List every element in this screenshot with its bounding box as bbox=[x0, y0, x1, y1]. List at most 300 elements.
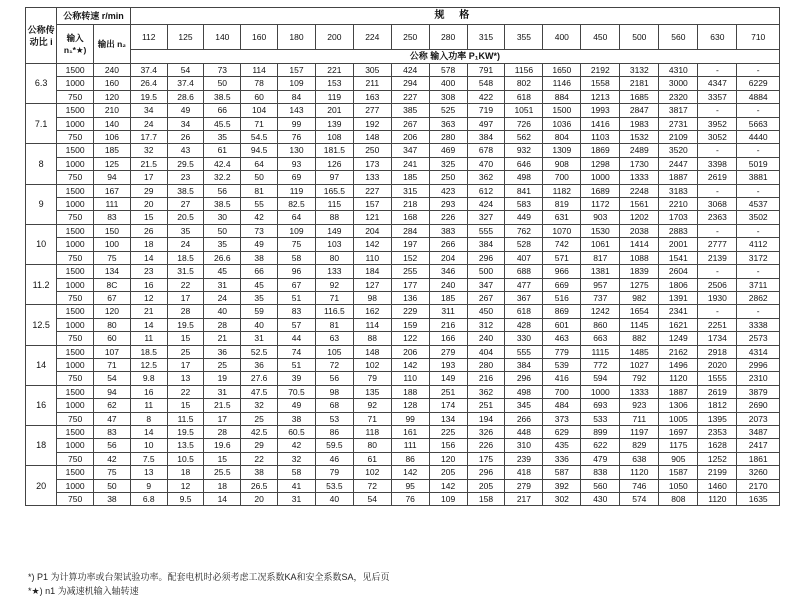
power-cell: 157 bbox=[353, 198, 391, 211]
power-cell: 29.5 bbox=[167, 157, 204, 170]
power-cell: 539 bbox=[543, 358, 581, 371]
power-cell: 17 bbox=[130, 171, 167, 184]
power-cell: 884 bbox=[543, 90, 581, 103]
power-cell: 47.5 bbox=[241, 385, 278, 398]
power-cell: 899 bbox=[581, 425, 620, 438]
power-cell: 325 bbox=[429, 157, 467, 170]
output-speed-cell: 125 bbox=[94, 157, 131, 170]
power-cell: 68 bbox=[315, 399, 353, 412]
power-cell: 1806 bbox=[659, 278, 698, 291]
power-cell: 40 bbox=[204, 305, 241, 318]
power-cell: 76 bbox=[278, 131, 316, 144]
power-cell: 193 bbox=[429, 358, 467, 371]
power-cell: 2353 bbox=[698, 425, 737, 438]
size-header: 630 bbox=[698, 25, 737, 50]
power-cell: 3881 bbox=[737, 171, 780, 184]
power-cell: 23 bbox=[167, 171, 204, 184]
power-cell: 18 bbox=[167, 466, 204, 479]
power-cell: 1103 bbox=[581, 131, 620, 144]
power-cell: 162 bbox=[353, 305, 391, 318]
speed-column-header: 公称转速 r/min bbox=[57, 8, 131, 25]
power-cell: 829 bbox=[620, 439, 659, 452]
power-cell: 58 bbox=[278, 251, 316, 264]
power-cell: 2073 bbox=[737, 412, 780, 425]
power-cell: 14 bbox=[204, 493, 241, 506]
power-cell: 42.5 bbox=[241, 425, 278, 438]
power-cell: - bbox=[737, 265, 780, 278]
power-cell: 142 bbox=[429, 479, 467, 492]
power-cell: 3817 bbox=[659, 104, 698, 117]
power-cell: 35 bbox=[204, 238, 241, 251]
power-cell: 94.5 bbox=[241, 144, 278, 157]
output-speed-cell: 167 bbox=[94, 184, 131, 197]
power-cell: 418 bbox=[505, 466, 543, 479]
power-cell: 24 bbox=[167, 238, 204, 251]
power-cell: 2731 bbox=[659, 117, 698, 130]
input-speed-cell: 1000 bbox=[57, 198, 94, 211]
power-cell: 11.5 bbox=[167, 412, 204, 425]
power-cell: 18.5 bbox=[167, 251, 204, 264]
power-cell: 762 bbox=[505, 224, 543, 237]
power-cell: 819 bbox=[543, 198, 581, 211]
power-cell: 1869 bbox=[581, 144, 620, 157]
power-cell: 241 bbox=[391, 157, 429, 170]
power-cell: 2109 bbox=[659, 131, 698, 144]
power-cell: 2506 bbox=[698, 278, 737, 291]
power-cell: 1115 bbox=[581, 345, 620, 358]
power-cell: 1697 bbox=[659, 425, 698, 438]
power-cell: 58 bbox=[278, 466, 316, 479]
power-cell: - bbox=[698, 144, 737, 157]
power-cell: 21 bbox=[130, 305, 167, 318]
output-speed-cell: 83 bbox=[94, 211, 131, 224]
input-speed-cell: 750 bbox=[57, 412, 94, 425]
power-cell: 21.5 bbox=[204, 399, 241, 412]
power-cell: 149 bbox=[315, 224, 353, 237]
power-cell: 133 bbox=[315, 265, 353, 278]
power-cell: 14 bbox=[130, 251, 167, 264]
power-cell: 156 bbox=[429, 439, 467, 452]
power-cell: 1414 bbox=[620, 238, 659, 251]
power-cell: 128 bbox=[391, 399, 429, 412]
power-cell: 428 bbox=[505, 318, 543, 331]
power-cell: 161 bbox=[391, 425, 429, 438]
power-cell: 1587 bbox=[659, 466, 698, 479]
power-cell: 571 bbox=[543, 251, 581, 264]
power-cell: 19.5 bbox=[167, 318, 204, 331]
power-cell: 54.5 bbox=[241, 131, 278, 144]
power-cell: 28 bbox=[167, 305, 204, 318]
power-cell: 79 bbox=[353, 372, 391, 385]
power-cell: 105 bbox=[315, 345, 353, 358]
power-cell: 302 bbox=[543, 493, 581, 506]
power-cell: 216 bbox=[429, 318, 467, 331]
power-cell: 14 bbox=[130, 318, 167, 331]
table-row bbox=[26, 238, 780, 251]
input-speed-cell: 1500 bbox=[57, 265, 94, 278]
table-row bbox=[26, 90, 780, 103]
power-cell: 2020 bbox=[698, 358, 737, 371]
power-cell: 121 bbox=[353, 211, 391, 224]
power-cell: 158 bbox=[467, 493, 505, 506]
power-cell: 315 bbox=[391, 184, 429, 197]
output-speed-cell: 210 bbox=[94, 104, 131, 117]
power-cell: 24 bbox=[130, 117, 167, 130]
power-cell: 81 bbox=[315, 318, 353, 331]
power-cell: 177 bbox=[391, 278, 429, 291]
power-cell: 1309 bbox=[543, 144, 581, 157]
power-cell: 17 bbox=[167, 358, 204, 371]
size-header: 180 bbox=[278, 25, 316, 50]
power-cell: 266 bbox=[505, 412, 543, 425]
power-cell: - bbox=[698, 224, 737, 237]
table-row bbox=[26, 479, 780, 492]
power-cell: 1145 bbox=[620, 318, 659, 331]
power-cell: 293 bbox=[429, 198, 467, 211]
power-cell: 43 bbox=[167, 144, 204, 157]
power-cell: 1202 bbox=[620, 211, 659, 224]
power-cell: 1333 bbox=[620, 385, 659, 398]
output-speed-cell: 75 bbox=[94, 466, 131, 479]
power-cell: 932 bbox=[505, 144, 543, 157]
power-cell: 31 bbox=[241, 332, 278, 345]
power-cell: 149 bbox=[429, 372, 467, 385]
power-cell: 81 bbox=[241, 184, 278, 197]
input-speed-cell: 1500 bbox=[57, 385, 94, 398]
size-header: 315 bbox=[467, 25, 505, 50]
power-cell: 407 bbox=[505, 251, 543, 264]
power-cell: 1249 bbox=[659, 332, 698, 345]
power-cell: 385 bbox=[391, 104, 429, 117]
power-cell: 25 bbox=[204, 358, 241, 371]
ratio-cell: 9 bbox=[26, 184, 57, 224]
power-cell: 279 bbox=[429, 345, 467, 358]
power-cell: 30 bbox=[204, 211, 241, 224]
power-cell: 44 bbox=[278, 332, 316, 345]
power-cell: 1120 bbox=[698, 493, 737, 506]
power-cell: 103 bbox=[315, 238, 353, 251]
power-cell: 217 bbox=[505, 493, 543, 506]
power-cell: - bbox=[737, 64, 780, 77]
power-cell: 663 bbox=[581, 332, 620, 345]
power-rating-table-container bbox=[25, 7, 780, 506]
power-cell: 75 bbox=[278, 238, 316, 251]
power-cell: 55 bbox=[241, 198, 278, 211]
power-cell: 71 bbox=[241, 117, 278, 130]
power-cell: 345 bbox=[505, 399, 543, 412]
input-speed-cell: 1500 bbox=[57, 144, 94, 157]
power-cell: 1541 bbox=[659, 251, 698, 264]
output-speed-cell: 75 bbox=[94, 251, 131, 264]
power-cell: 678 bbox=[467, 144, 505, 157]
output-speed-cell: 140 bbox=[94, 117, 131, 130]
power-cell: 346 bbox=[429, 265, 467, 278]
power-cell: 2363 bbox=[698, 211, 737, 224]
power-cell: 28 bbox=[204, 318, 241, 331]
power-cell: 2447 bbox=[659, 157, 698, 170]
power-cell: 1252 bbox=[698, 452, 737, 465]
power-cell: 31.5 bbox=[167, 265, 204, 278]
power-cell: 2489 bbox=[620, 144, 659, 157]
power-cell: 50 bbox=[204, 224, 241, 237]
power-cell: 3183 bbox=[659, 184, 698, 197]
ratio-cell: 10 bbox=[26, 224, 57, 264]
input-speed-cell: 750 bbox=[57, 211, 94, 224]
ratio-cell: 11.2 bbox=[26, 265, 57, 305]
power-cell: 1213 bbox=[581, 90, 620, 103]
output-speed-cell: 67 bbox=[94, 291, 131, 304]
power-cell: 1333 bbox=[620, 171, 659, 184]
power-cell: 35 bbox=[204, 131, 241, 144]
footnote-speed: *★) n1 为减速机输入轴转速 bbox=[28, 586, 139, 596]
power-cell: 1654 bbox=[620, 305, 659, 318]
input-speed-cell: 1000 bbox=[57, 439, 94, 452]
power-cell: 134 bbox=[429, 412, 467, 425]
power-cell: 119 bbox=[315, 90, 353, 103]
power-cell: 400 bbox=[429, 77, 467, 90]
power-cell: 463 bbox=[543, 332, 581, 345]
power-cell: 17 bbox=[204, 412, 241, 425]
power-cell: 37.4 bbox=[130, 64, 167, 77]
table-row bbox=[26, 64, 780, 77]
power-cell: 9.5 bbox=[167, 493, 204, 506]
power-cell: 583 bbox=[505, 198, 543, 211]
power-cell: 817 bbox=[581, 251, 620, 264]
power-cell: 310 bbox=[505, 439, 543, 452]
power-cell: 1050 bbox=[659, 479, 698, 492]
power-cell: 229 bbox=[391, 305, 429, 318]
power-cell: 2251 bbox=[698, 318, 737, 331]
power-cell: 49 bbox=[278, 399, 316, 412]
power-cell: 587 bbox=[543, 466, 581, 479]
power-cell: 498 bbox=[505, 385, 543, 398]
power-cell: 96 bbox=[278, 265, 316, 278]
power-cell: 469 bbox=[429, 144, 467, 157]
power-cell: 548 bbox=[467, 77, 505, 90]
power-cell: 83 bbox=[278, 305, 316, 318]
power-cell: 1887 bbox=[659, 385, 698, 398]
power-cell: 20 bbox=[241, 493, 278, 506]
power-cell: 779 bbox=[543, 345, 581, 358]
table-row bbox=[26, 358, 780, 371]
power-cell: 22 bbox=[167, 385, 204, 398]
power-cell: 4314 bbox=[737, 345, 780, 358]
power-cell: 555 bbox=[467, 224, 505, 237]
power-cell: 500 bbox=[467, 265, 505, 278]
power-cell: 16 bbox=[130, 385, 167, 398]
table-row bbox=[26, 466, 780, 479]
power-cell: 109 bbox=[278, 224, 316, 237]
power-cell: 79 bbox=[315, 466, 353, 479]
power-cell: 165.5 bbox=[315, 184, 353, 197]
input-speed-cell: 750 bbox=[57, 493, 94, 506]
power-cell: 2170 bbox=[737, 479, 780, 492]
table-body bbox=[26, 64, 780, 506]
power-cell: 29 bbox=[241, 439, 278, 452]
output-speed-cell: 120 bbox=[94, 305, 131, 318]
output-speed-cell: 60 bbox=[94, 332, 131, 345]
input-speed-header: 输入 n₁*★) bbox=[57, 25, 94, 64]
power-cell: 296 bbox=[467, 466, 505, 479]
power-cell: 27 bbox=[167, 198, 204, 211]
power-cell: 188 bbox=[391, 385, 429, 398]
ratio-cell: 14 bbox=[26, 345, 57, 385]
power-cell: 31 bbox=[204, 385, 241, 398]
power-cell: 206 bbox=[391, 345, 429, 358]
power-cell: 1242 bbox=[581, 305, 620, 318]
power-cell: 266 bbox=[429, 238, 467, 251]
size-header: 160 bbox=[241, 25, 278, 50]
power-cell: 88 bbox=[315, 211, 353, 224]
power-cell: 26 bbox=[167, 131, 204, 144]
power-cell: 142 bbox=[391, 358, 429, 371]
table-row bbox=[26, 412, 780, 425]
power-cell: 2862 bbox=[737, 291, 780, 304]
power-cell: 225 bbox=[429, 425, 467, 438]
power-cell: 646 bbox=[505, 157, 543, 170]
power-cell: 13 bbox=[167, 372, 204, 385]
power-cell: 2139 bbox=[698, 251, 737, 264]
power-cell: 669 bbox=[543, 278, 581, 291]
power-cell: 51 bbox=[278, 358, 316, 371]
size-header: 125 bbox=[167, 25, 204, 50]
power-cell: 116.5 bbox=[315, 305, 353, 318]
power-cell: 250 bbox=[353, 144, 391, 157]
ratio-cell: 20 bbox=[26, 466, 57, 506]
power-cell: 15 bbox=[167, 399, 204, 412]
table-row bbox=[26, 493, 780, 506]
power-cell: 40 bbox=[315, 493, 353, 506]
input-speed-cell: 1500 bbox=[57, 224, 94, 237]
power-cell: 280 bbox=[429, 131, 467, 144]
power-cell: 1036 bbox=[543, 117, 581, 130]
footnote-power: *) P1 为计算功率或台架试验功率。配套电机时必须考虑工况系数KA和安全系数SA，见后页 bbox=[28, 572, 390, 582]
power-cell: 109 bbox=[429, 493, 467, 506]
power-cell: 3398 bbox=[698, 157, 737, 170]
power-cell: 1839 bbox=[620, 265, 659, 278]
power-cell: 1685 bbox=[620, 90, 659, 103]
table-row bbox=[26, 104, 780, 117]
power-cell: 1621 bbox=[659, 318, 698, 331]
power-cell: - bbox=[698, 104, 737, 117]
power-cell: 312 bbox=[467, 318, 505, 331]
power-cell: 18 bbox=[204, 479, 241, 492]
size-header: 224 bbox=[353, 25, 391, 50]
power-cell: 175 bbox=[467, 452, 505, 465]
power-cell: 1416 bbox=[581, 117, 620, 130]
power-cell: 60.5 bbox=[278, 425, 316, 438]
power-cell: 957 bbox=[581, 278, 620, 291]
power-cell: 104 bbox=[241, 104, 278, 117]
input-speed-cell: 750 bbox=[57, 291, 94, 304]
power-cell: 3520 bbox=[659, 144, 698, 157]
power-cell: 194 bbox=[467, 412, 505, 425]
table-row bbox=[26, 425, 780, 438]
power-cell: 555 bbox=[505, 345, 543, 358]
table-row bbox=[26, 452, 780, 465]
power-cell: 424 bbox=[391, 64, 429, 77]
table-row bbox=[26, 171, 780, 184]
ratio-cell: 16 bbox=[26, 385, 57, 425]
power-cell: 1000 bbox=[581, 171, 620, 184]
power-cell: 60 bbox=[241, 90, 278, 103]
power-cell: 163 bbox=[353, 90, 391, 103]
input-speed-cell: 1000 bbox=[57, 77, 94, 90]
power-cell: 152 bbox=[391, 251, 429, 264]
power-cell: - bbox=[737, 224, 780, 237]
power-cell: 38.5 bbox=[204, 198, 241, 211]
power-cell: 11 bbox=[130, 332, 167, 345]
power-cell: 17.7 bbox=[130, 131, 167, 144]
power-cell: 719 bbox=[467, 104, 505, 117]
power-cell: 205 bbox=[429, 466, 467, 479]
power-cell: 109 bbox=[278, 77, 316, 90]
power-cell: 82.5 bbox=[278, 198, 316, 211]
power-cell: 110 bbox=[353, 251, 391, 264]
output-speed-cell: 94 bbox=[94, 385, 131, 398]
power-cell: 143 bbox=[278, 104, 316, 117]
table-row bbox=[26, 157, 780, 170]
power-cell: 168 bbox=[391, 211, 429, 224]
power-cell: 157 bbox=[278, 64, 316, 77]
size-header: 560 bbox=[659, 25, 698, 50]
power-cell: 3000 bbox=[659, 77, 698, 90]
power-cell: 41 bbox=[278, 479, 316, 492]
power-cell: 20.5 bbox=[167, 211, 204, 224]
power-cell: 1275 bbox=[620, 278, 659, 291]
power-cell: 1395 bbox=[698, 412, 737, 425]
power-cell: 54 bbox=[353, 493, 391, 506]
table-row bbox=[26, 198, 780, 211]
power-cell: 173 bbox=[353, 157, 391, 170]
power-cell: 363 bbox=[429, 117, 467, 130]
power-rating-table bbox=[25, 7, 780, 506]
power-cell: 792 bbox=[620, 372, 659, 385]
power-cell: 903 bbox=[581, 211, 620, 224]
power-cell: 12 bbox=[130, 291, 167, 304]
power-cell: 18.5 bbox=[130, 345, 167, 358]
power-cell: 42 bbox=[278, 439, 316, 452]
power-cell: 25 bbox=[241, 412, 278, 425]
output-speed-cell: 106 bbox=[94, 131, 131, 144]
power-cell: 72 bbox=[315, 358, 353, 371]
output-speed-cell: 38 bbox=[94, 493, 131, 506]
power-cell: 18 bbox=[130, 238, 167, 251]
power-cell: 73 bbox=[241, 224, 278, 237]
power-cell: 240 bbox=[429, 278, 467, 291]
power-cell: 6229 bbox=[737, 77, 780, 90]
power-cell: 185 bbox=[429, 291, 467, 304]
power-cell: 1120 bbox=[659, 372, 698, 385]
power-cell: 1027 bbox=[620, 358, 659, 371]
power-cell: - bbox=[698, 305, 737, 318]
power-cell: 38 bbox=[278, 412, 316, 425]
power-cell: 26 bbox=[130, 224, 167, 237]
power-cell: 574 bbox=[620, 493, 659, 506]
power-cell: 25.5 bbox=[204, 466, 241, 479]
power-cell: 294 bbox=[391, 77, 429, 90]
power-cell: 5663 bbox=[737, 117, 780, 130]
power-cell: 135 bbox=[353, 385, 391, 398]
output-speed-cell: 80 bbox=[94, 318, 131, 331]
power-cell: 3502 bbox=[737, 211, 780, 224]
power-cell: 66 bbox=[241, 265, 278, 278]
power-cell: 280 bbox=[467, 358, 505, 371]
power-cell: 347 bbox=[467, 278, 505, 291]
size-header: 280 bbox=[429, 25, 467, 50]
power-cell: 12.5 bbox=[130, 358, 167, 371]
power-cell: 211 bbox=[353, 77, 391, 90]
